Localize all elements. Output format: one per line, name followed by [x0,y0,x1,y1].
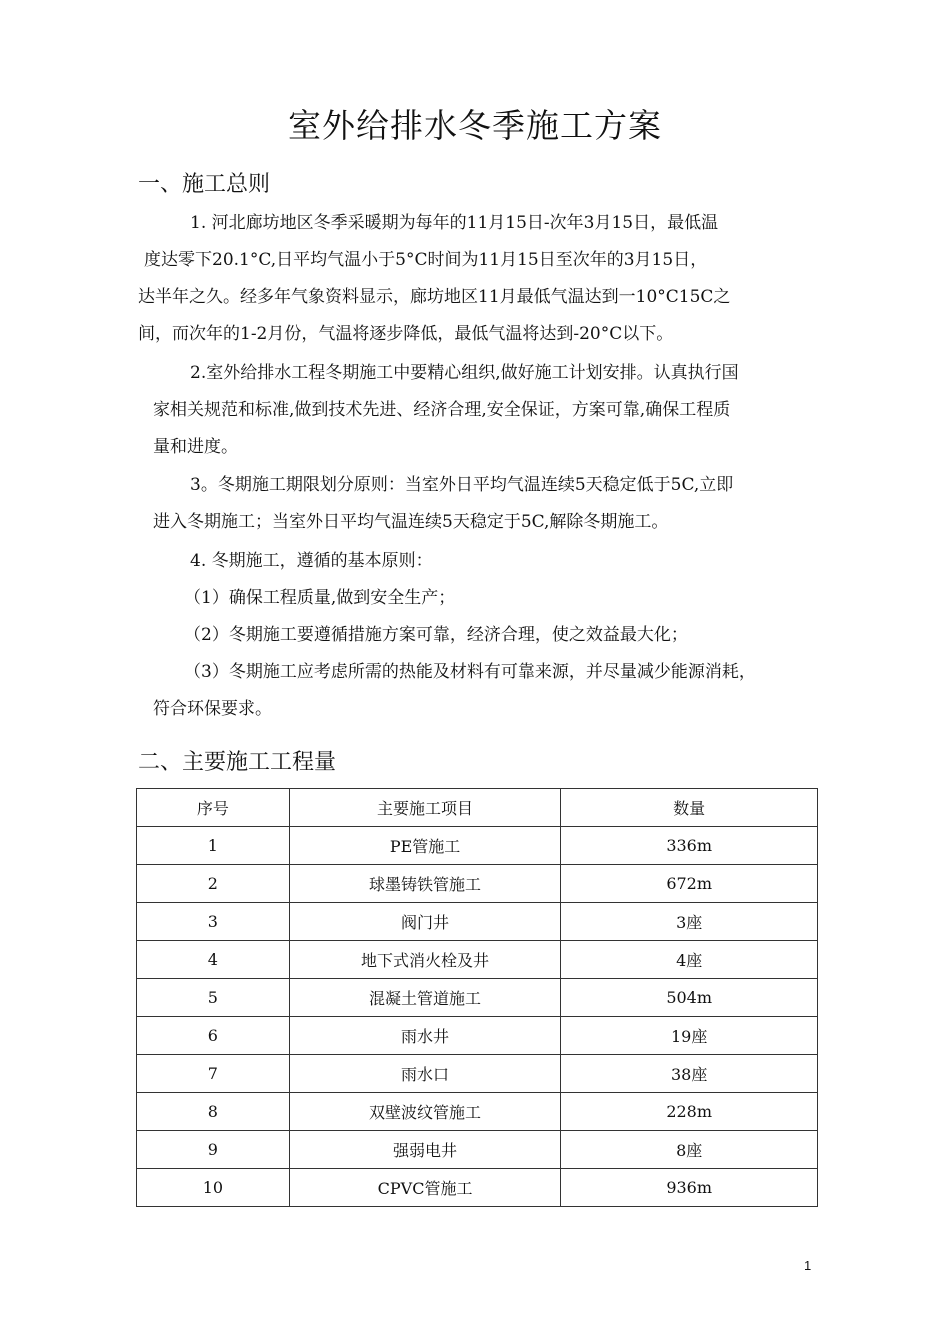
cell-quantity: 38座 [561,1055,818,1093]
cell-quantity: 336m [561,827,818,865]
cell-quantity: 228m [561,1093,818,1131]
principle-item-2: （2）冬期施工要遵循措施方案可靠，经济合理，使之效益最大化； [184,625,688,645]
table-row [137,1017,818,1055]
principle-item-1: （1）确保工程质量,做到安全生产； [184,588,456,608]
cell-item: 雨水井 [289,1017,561,1055]
header-cell-index: 序号 [137,789,290,827]
paragraph-2 [138,355,818,466]
cell-quantity: 936m [561,1169,818,1207]
paragraph-1 [138,205,818,353]
page-number: 1 [804,1258,812,1273]
quantities-table [136,788,818,1207]
header-cell-item: 主要施工项目 [289,789,561,827]
paragraph-line: 家相关规范和标准,做到技术先进、经济合理,安全保证，方案可靠,确保工程质 [153,400,731,420]
paragraph-line: 达半年之久。经多年气象资料显示，廊坊地区11月最低气温达到一10°C15C之 [138,287,731,307]
header-cell-quantity: 数量 [561,789,818,827]
paragraph-line: 符合环保要求。 [153,699,272,719]
paragraph-line: 进入冬期施工；当室外日平均气温连续5天稳定于5C,解除冬期施工。 [153,512,669,532]
cell-index: 1 [137,827,290,865]
cell-item: 混凝土管道施工 [289,979,561,1017]
cell-index: 8 [137,1093,290,1131]
paragraph-line: 1. 河北廊坊地区冬季采暖期为每年的11月15日-次年3月15日，最低温 [190,213,719,233]
section-heading-quantities: 二、主要施工工程量 [138,750,337,775]
cell-quantity: 504m [561,979,818,1017]
paragraph-line: 3。冬期施工期限划分原则：当室外日平均气温连续5天稳定低于5C,立即 [190,475,734,495]
cell-index: 9 [137,1131,290,1169]
cell-index: 5 [137,979,290,1017]
table-header-row [137,789,818,827]
cell-item: PE管施工 [289,827,561,865]
table-row [137,827,818,865]
table-row [137,979,818,1017]
table-row [137,1055,818,1093]
cell-quantity: 8座 [561,1131,818,1169]
cell-item: 球墨铸铁管施工 [289,865,561,903]
table-row [137,941,818,979]
cell-item: 强弱电井 [289,1131,561,1169]
cell-index: 7 [137,1055,290,1093]
document-title: 室外给排水冬季施工方案 [288,106,662,145]
paragraph-line: 间，而次年的1-2月份，气温将逐步降低，最低气温将达到-20°C以下。 [138,324,674,344]
cell-item: 阀门井 [289,903,561,941]
paragraph-3 [138,467,818,541]
table-row [137,1093,818,1131]
cell-item: 地下式消火栓及井 [289,941,561,979]
cell-quantity: 4座 [561,941,818,979]
paragraph-4 [138,543,818,728]
table-row [137,865,818,903]
cell-index: 3 [137,903,290,941]
paragraph-line: 量和进度。 [153,437,238,457]
table-row [137,1131,818,1169]
paragraph-line: 度达零下20.1°C,日平均气温小于5°C时间为11月15日至次年的3月15日， [144,250,708,270]
cell-index: 6 [137,1017,290,1055]
cell-quantity: 3座 [561,903,818,941]
cell-item: 双壁波纹管施工 [289,1093,561,1131]
paragraph-line: 4. 冬期施工，遵循的基本原则： [190,551,433,571]
cell-item: 雨水口 [289,1055,561,1093]
cell-quantity: 19座 [561,1017,818,1055]
table-row [137,1169,818,1207]
cell-index: 4 [137,941,290,979]
cell-index: 2 [137,865,290,903]
section-heading-general: 一、施工总则 [138,172,271,197]
principle-item-3: （3）冬期施工应考虑所需的热能及材料有可靠来源，并尽量减少能源消耗， [184,662,756,682]
cell-item: CPVC管施工 [289,1169,561,1207]
paragraph-line: 2.室外给排水工程冬期施工中要精心组织,做好施工计划安排。认真执行国 [190,363,739,383]
table-row [137,903,818,941]
cell-quantity: 672m [561,865,818,903]
cell-index: 10 [137,1169,290,1207]
